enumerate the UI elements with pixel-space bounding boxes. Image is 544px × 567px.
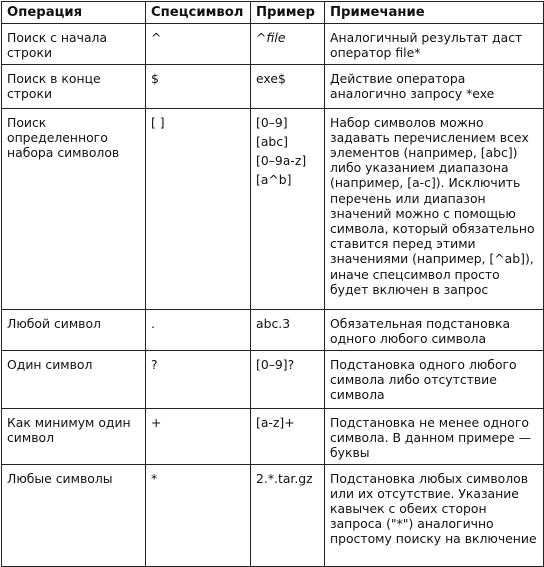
symbol-cell: * [146,464,251,566]
header-operation: Операция [2,2,146,24]
operation-cell: Поиск с начала строки [2,24,146,64]
example-item: [0–9a-z] [256,153,307,169]
table-row [2,464,544,566]
note-cell: Обязательная подстановка одного любого символа [325,309,544,350]
symbol-cell: ^ [146,24,251,64]
example-cell: 2.*.tar.gz [251,464,325,566]
table-row [2,108,544,309]
example-item: [abc] [256,133,288,149]
example-italic: file [266,30,286,46]
operation-cell: Любые символы [2,464,146,566]
special-characters-table [1,1,544,567]
note-cell: Аналогичный результат даст оператор file* [325,24,544,64]
operation-cell: Любой символ [2,309,146,350]
example-item: [a^b] [256,172,292,188]
symbol-cell: . [146,309,251,350]
example-cell: abc.3 [251,309,325,350]
example-item: [0–9] [256,114,288,130]
note-cell: Подстановка не менее одного символа. В данном примере — буквы [325,408,544,464]
example-cell: [a-z]+ [251,408,325,464]
header-example: Пример [251,2,325,24]
symbol-cell: [ ] [146,108,251,309]
symbol-cell: ? [146,350,251,408]
example-cell: exe$ [251,64,325,108]
example-cell [251,24,325,64]
example-cell [251,108,325,309]
operation-cell: Как минимум один символ [2,408,146,464]
note-cell: Набор символов можно задавать перечислением всех элементов (например, [abc]) либо указанием диапазона (например, [a-c]). Исключить перечень или диапазон значений можно с помощью символа, который обязательно ставится перед этими значениями (например, [^ab]), иначе спецсимвол просто будет включен в запрос [325,108,544,309]
table-row [2,408,544,464]
header-note: Примечание [325,2,544,24]
table-row [2,24,544,64]
header-symbol: Спецсимвол [146,2,251,24]
table-row [2,309,544,350]
note-cell: Подстановка любых символов или их отсутствие. Указание кавычек с обеих сторон запроса ("*") аналогично простому поиску на включение [325,464,544,566]
operation-cell: Поиск определенного набора символов [2,108,146,309]
note-cell: Подстановка одного любого символа либо отсутствие символа [325,350,544,408]
table-row [2,350,544,408]
example-prefix: ^ [256,30,267,46]
symbol-cell: $ [146,64,251,108]
symbol-cell: + [146,408,251,464]
operation-cell: Один символ [2,350,146,408]
example-cell: [0–9]? [251,350,325,408]
note-cell: Действие оператора аналогично запросу *exe [325,64,544,108]
operation-cell: Поиск в конце строки [2,64,146,108]
header-row [2,2,544,24]
table-row [2,64,544,108]
